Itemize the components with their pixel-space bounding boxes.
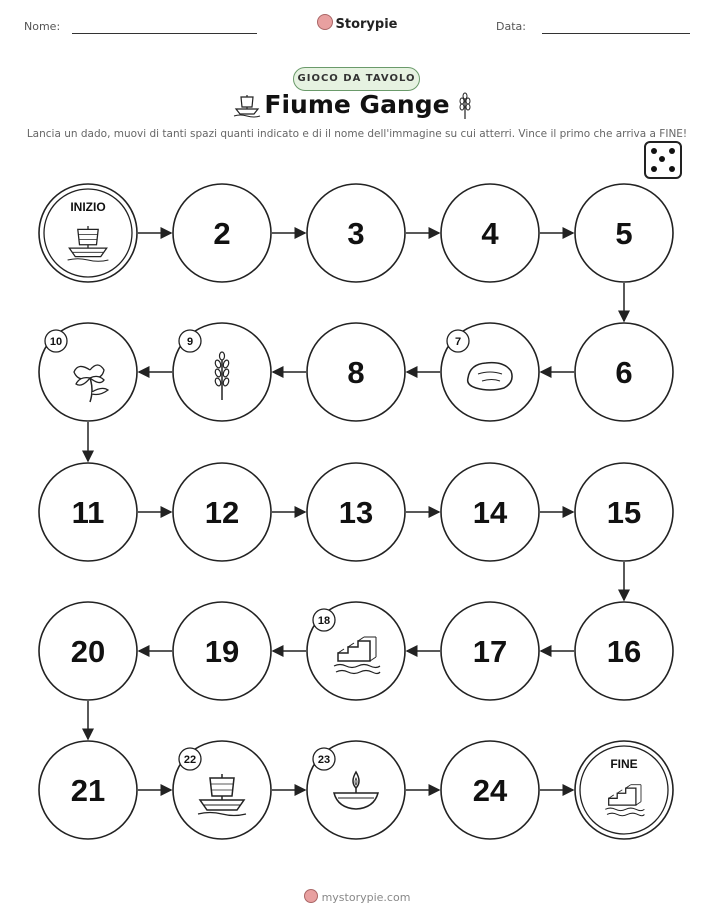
instructions: Lancia un dado, muovi di tanti spazi quanti indicato e di il nome dell'immagine su cui atterri. Vince il primo che arriva a FINE! [26, 128, 688, 140]
space-number: 17 [472, 634, 508, 669]
space-number: 18 [317, 615, 331, 627]
space-number: 15 [606, 495, 642, 530]
board-space-25 [575, 741, 673, 839]
board-space-23 [307, 741, 405, 839]
space-number: 23 [317, 754, 331, 766]
brand-text: Storypie [335, 17, 398, 32]
board-space-10 [39, 323, 137, 421]
space-label: FINE [610, 757, 638, 771]
date-label: Data: [496, 20, 526, 33]
space-number: 13 [338, 495, 374, 530]
space-number: 14 [472, 495, 508, 530]
footer [0, 889, 714, 904]
board-space-6 [575, 323, 673, 421]
board-space-21 [39, 741, 137, 839]
space-number: 5 [615, 216, 633, 251]
space-number: 16 [606, 634, 642, 669]
space-label: INIZIO [70, 200, 106, 214]
space-number: 11 [71, 495, 105, 530]
board-space-17 [441, 602, 539, 700]
name-label: Nome: [24, 20, 61, 33]
board-space-9 [173, 323, 271, 421]
space-number: 21 [70, 773, 106, 808]
board-space-4 [441, 184, 539, 282]
stone-icon [468, 363, 512, 390]
board-space-24 [441, 741, 539, 839]
space-number: 19 [204, 634, 240, 669]
board-space-2 [173, 184, 271, 282]
space-number: 8 [347, 355, 365, 390]
space-number: 2 [213, 216, 231, 251]
space-number: 7 [454, 336, 462, 348]
board-space-15 [575, 463, 673, 561]
board-space-20 [39, 602, 137, 700]
footer-text: mystorypie.com [321, 891, 411, 904]
space-number: 10 [49, 336, 63, 348]
board-space-18 [307, 602, 405, 700]
board-space-12 [173, 463, 271, 561]
board-space-3 [307, 184, 405, 282]
board-space-14 [441, 463, 539, 561]
space-number: 9 [186, 336, 194, 348]
space-number: 6 [615, 355, 633, 390]
board-space-19 [173, 602, 271, 700]
board-space-8 [307, 323, 405, 421]
board-space-11 [39, 463, 137, 561]
space-number: 3 [347, 216, 365, 251]
space-number: 4 [481, 216, 499, 251]
board-space-16 [575, 602, 673, 700]
space-number: 22 [183, 754, 197, 766]
board-space-5 [575, 184, 673, 282]
space-number: 24 [472, 773, 508, 808]
board-space-13 [307, 463, 405, 561]
storypie-logo-icon [304, 889, 318, 903]
board-space-22 [173, 741, 271, 839]
space-number: 20 [70, 634, 106, 669]
board-space-1 [39, 184, 137, 282]
space-number: 12 [204, 495, 240, 530]
page-title: Fiume Gange [264, 90, 450, 119]
board-space-7 [441, 323, 539, 421]
game-badge: GIOCO DA TAVOLO [293, 67, 420, 91]
